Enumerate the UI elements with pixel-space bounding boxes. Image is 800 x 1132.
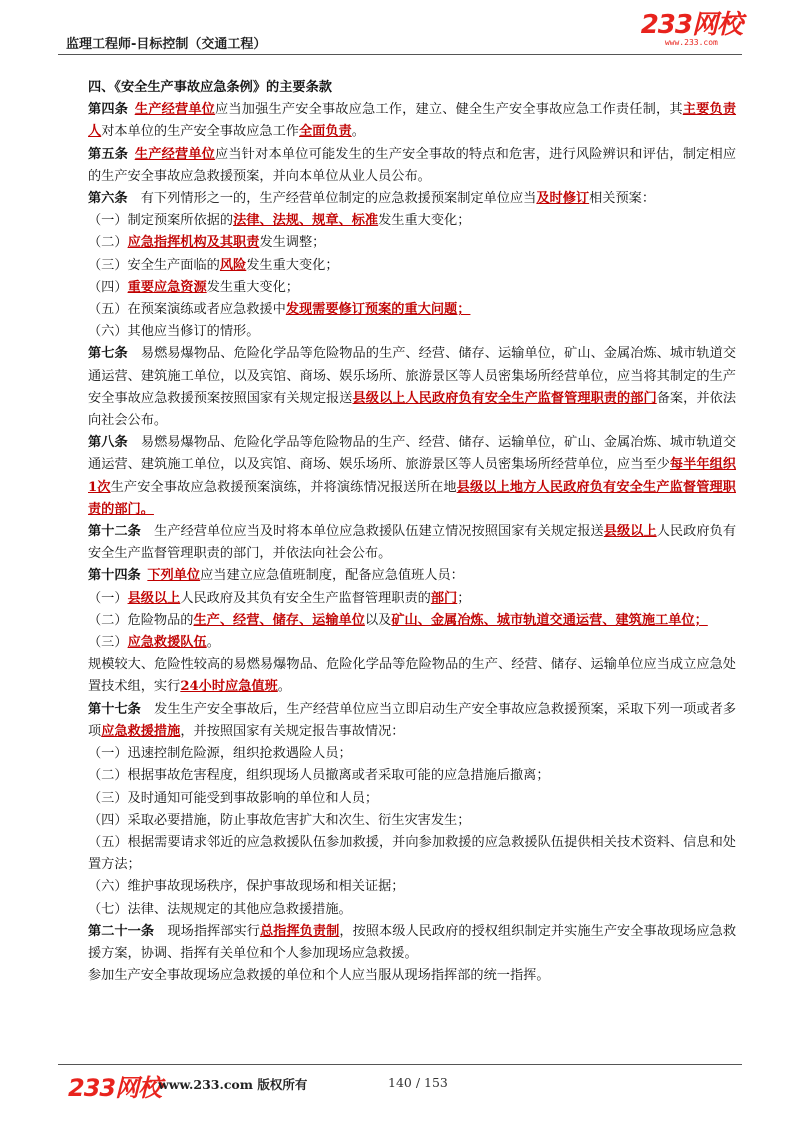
list-item: （六）其他应当修订的情形。 bbox=[88, 324, 260, 340]
page-header bbox=[58, 0, 742, 56]
text-span: 发生重大变化； bbox=[246, 257, 339, 273]
article-6 bbox=[88, 188, 736, 210]
text-span: 生产经营单位应当及时将本单位应急救援队伍建立情况按照国家有关规定报送 bbox=[154, 524, 604, 540]
copyright-text: www.233.com 版权所有 bbox=[158, 1077, 308, 1092]
article-12 bbox=[88, 521, 736, 565]
list-item bbox=[88, 255, 736, 277]
text-span: 应当建立应急值班制度，配备应急值班人员： bbox=[200, 568, 464, 584]
text-span: 发生重大变化； bbox=[378, 213, 471, 229]
highlighted-text: 县级以上 bbox=[127, 590, 181, 606]
text-span: 有下列情形之一的，生产经营单位制定的应急救援预案制定单位应当 bbox=[140, 191, 537, 207]
list-item: （六）维护事故现场秩序，保护事故现场和相关证据； bbox=[88, 879, 405, 895]
text-span: （四） bbox=[88, 279, 128, 295]
highlighted-text: 县级以上 bbox=[603, 524, 657, 540]
list-item bbox=[88, 232, 736, 254]
highlighted-text: 全面负责 bbox=[299, 124, 352, 140]
text-span: 相关预案： bbox=[589, 191, 656, 207]
list-item: （三）及时通知可能受到事故影响的单位和人员； bbox=[88, 790, 379, 806]
text-span: 对本单位的生产安全事故应急工作 bbox=[101, 124, 299, 140]
article-label: 第八条 bbox=[88, 435, 128, 451]
highlighted-text: 生产、经营、储存、运输单位 bbox=[193, 612, 365, 628]
text-span: 现场指挥部实行 bbox=[167, 923, 260, 939]
article-21 bbox=[88, 921, 736, 965]
list-item bbox=[88, 610, 736, 632]
highlighted-text: 部门 bbox=[430, 590, 458, 606]
list-item: （五）根据需要请求邻近的应急救援队伍参加救援，并向参加救援的应急救援队伍提供相关技术资料、信息和处置方法； bbox=[88, 834, 736, 873]
text-span: ； bbox=[457, 590, 471, 606]
article-14 bbox=[88, 565, 736, 587]
brand-logo[interactable] bbox=[641, 12, 742, 47]
text-span: 生产安全事故应急救援预案演练，并将演练情况报送所在地 bbox=[110, 479, 457, 495]
article-label: 第七条 bbox=[88, 346, 128, 362]
logo-url: www.233.com bbox=[664, 38, 718, 47]
article-label: 第四条 bbox=[88, 102, 129, 118]
article-8 bbox=[88, 432, 736, 521]
text-span: 发生生产安全事故后，生产经营单位应当立即启动生产安全事故应急救援预案，采取下列一项或者多项 bbox=[88, 701, 737, 739]
text-span: （二） bbox=[88, 235, 128, 251]
highlighted-text: 生产经营单位 bbox=[134, 102, 216, 118]
highlighted-text: 县级以上地方人民政府负有安全生产监督管理职责的部门。 bbox=[88, 479, 736, 517]
article-label: 第十二条 bbox=[88, 524, 141, 540]
footer-divider bbox=[58, 1064, 742, 1065]
highlighted-text: 应急救援队伍 bbox=[127, 635, 207, 651]
highlighted-text: 矿山、金属冶炼、城市轨道交通运营、建筑施工单位； bbox=[391, 612, 708, 628]
highlighted-text: 发现需要修订预案的重大问题； bbox=[285, 302, 471, 318]
highlighted-text: 及时修订 bbox=[536, 191, 590, 207]
list-item: （二）根据事故危害程度，组织现场人员撤离或者采取可能的应急措施后撤离； bbox=[88, 768, 550, 784]
text-span: ，并按照国家有关规定报告事故情况： bbox=[180, 723, 405, 739]
section-title: 四、《安全生产事故应急条例》的主要条款 bbox=[88, 80, 332, 95]
text-span: 以及 bbox=[364, 612, 392, 628]
header-divider bbox=[58, 54, 742, 55]
text-span: （一）制定预案所依据的 bbox=[88, 213, 234, 229]
text-span: 备案，并依法向社会公布。 bbox=[88, 390, 737, 429]
page-number: 140 / 153 bbox=[388, 1075, 448, 1090]
list-item bbox=[88, 299, 736, 321]
highlighted-text: 法律、法规、规章、标准 bbox=[233, 213, 379, 229]
text-span: ，按照本级人民政府的授权组织制定并实施生产安全事故现场应急救援方案，协调、指挥有关单位和个人参加现场应急救援。 bbox=[88, 923, 737, 961]
text-span: 应当加强生产安全事故应急工作，建立、健全生产安全事故应急工作责任制，其 bbox=[215, 102, 683, 118]
text-span: （五）在预案演练或者应急救援中 bbox=[88, 302, 286, 318]
text-span: 人民政府负有安全生产监督管理职责的部门，并依法向社会公布。 bbox=[88, 524, 737, 562]
text-span: （二）危险物品的 bbox=[88, 612, 194, 628]
document-body bbox=[88, 77, 736, 987]
article-7 bbox=[88, 343, 736, 432]
text-span: （三） bbox=[88, 635, 128, 651]
list-item bbox=[88, 210, 736, 232]
text-span: （三）安全生产面临的 bbox=[88, 257, 220, 273]
text-span: 规模较大、危险性较高的易燃易爆物品、危险化学品等危险物品的生产、经营、储存、运输单位应当成立应急处置技术组，实行 bbox=[88, 657, 736, 695]
text-span: 人民政府及其负有安全生产监督管理职责的 bbox=[180, 590, 431, 606]
highlighted-text: 24小时应急值班 bbox=[180, 679, 278, 695]
article-label: 第六条 bbox=[88, 191, 128, 207]
highlighted-text: 县级以上人民政府负有安全生产监督管理职责的部门 bbox=[352, 390, 657, 406]
text-span: 易燃易爆物品、危险化学品等危险物品的生产、经营、储存、运输单位，矿山、金属冶炼、城市轨道交通运营、建筑施工单位，以及宾馆、商场、娱乐场所、旅游景区等人员密集场所经营单位，应当将其制定的生产安全事故应急救援预案按照国家有关规定报送 bbox=[88, 346, 737, 406]
highlighted-text: 下列单位 bbox=[147, 568, 201, 584]
text-span: 。 bbox=[351, 124, 365, 140]
text-span: 。 bbox=[206, 635, 220, 651]
article-label: 第十四条 bbox=[88, 568, 141, 584]
list-item: （四）采取必要措施，防止事故危害扩大和次生、衍生灾害发生； bbox=[88, 812, 471, 828]
text-span: 发生重大变化； bbox=[206, 279, 299, 295]
logo-text: 233网校 bbox=[640, 10, 742, 40]
article-label: 第十七条 bbox=[88, 701, 141, 717]
article-5 bbox=[88, 144, 736, 188]
footer-logo[interactable]: 233网校 bbox=[68, 1074, 162, 1102]
highlighted-text: 生产经营单位 bbox=[134, 146, 216, 162]
highlighted-text: 每半年组织1次 bbox=[88, 457, 737, 495]
highlighted-text: 应急救援措施 bbox=[101, 723, 181, 739]
text-span: （一） bbox=[88, 590, 128, 606]
list-item: （一）迅速控制危险源，组织抢救遇险人员； bbox=[88, 746, 352, 762]
highlighted-text: 重要应急资源 bbox=[127, 279, 207, 295]
article-17 bbox=[88, 699, 736, 743]
text-span: 。 bbox=[277, 679, 291, 695]
list-item: （七）法律、法规规定的其他应急救援措施。 bbox=[88, 901, 352, 917]
list-item bbox=[88, 277, 736, 299]
header-title: 监理工程师-目标控制（交通工程） bbox=[66, 37, 267, 52]
page-footer bbox=[58, 1066, 742, 1102]
text-span: 应当针对本单位可能发生的生产安全事故的特点和危害，进行风险辨识和评估，制定相应的生产安全事故应急救援预案，并向本单位从业人员公布。 bbox=[88, 146, 737, 184]
paragraph bbox=[88, 654, 736, 698]
highlighted-text: 主要负责人 bbox=[88, 102, 737, 140]
highlighted-text: 应急指挥机构及其职责 bbox=[127, 235, 260, 251]
paragraph: 参加生产安全事故现场应急救援的单位和个人应当服从现场指挥部的统一指挥。 bbox=[88, 968, 550, 984]
article-label: 第二十一条 bbox=[88, 923, 155, 939]
article-4 bbox=[88, 99, 736, 143]
text-span: 易燃易爆物品、危险化学品等危险物品的生产、经营、储存、运输单位，矿山、金属冶炼、城市轨道交通运营、建筑施工单位，以及宾馆、商场、娱乐场所、旅游景区等人员密集场所经营单位，应当至少 bbox=[88, 435, 737, 473]
highlighted-text: 风险 bbox=[219, 257, 247, 273]
list-item bbox=[88, 632, 736, 654]
text-span: 发生调整； bbox=[259, 235, 326, 251]
highlighted-text: 总指挥负责制 bbox=[259, 923, 340, 939]
list-item bbox=[88, 588, 736, 610]
article-label: 第五条 bbox=[88, 146, 129, 162]
